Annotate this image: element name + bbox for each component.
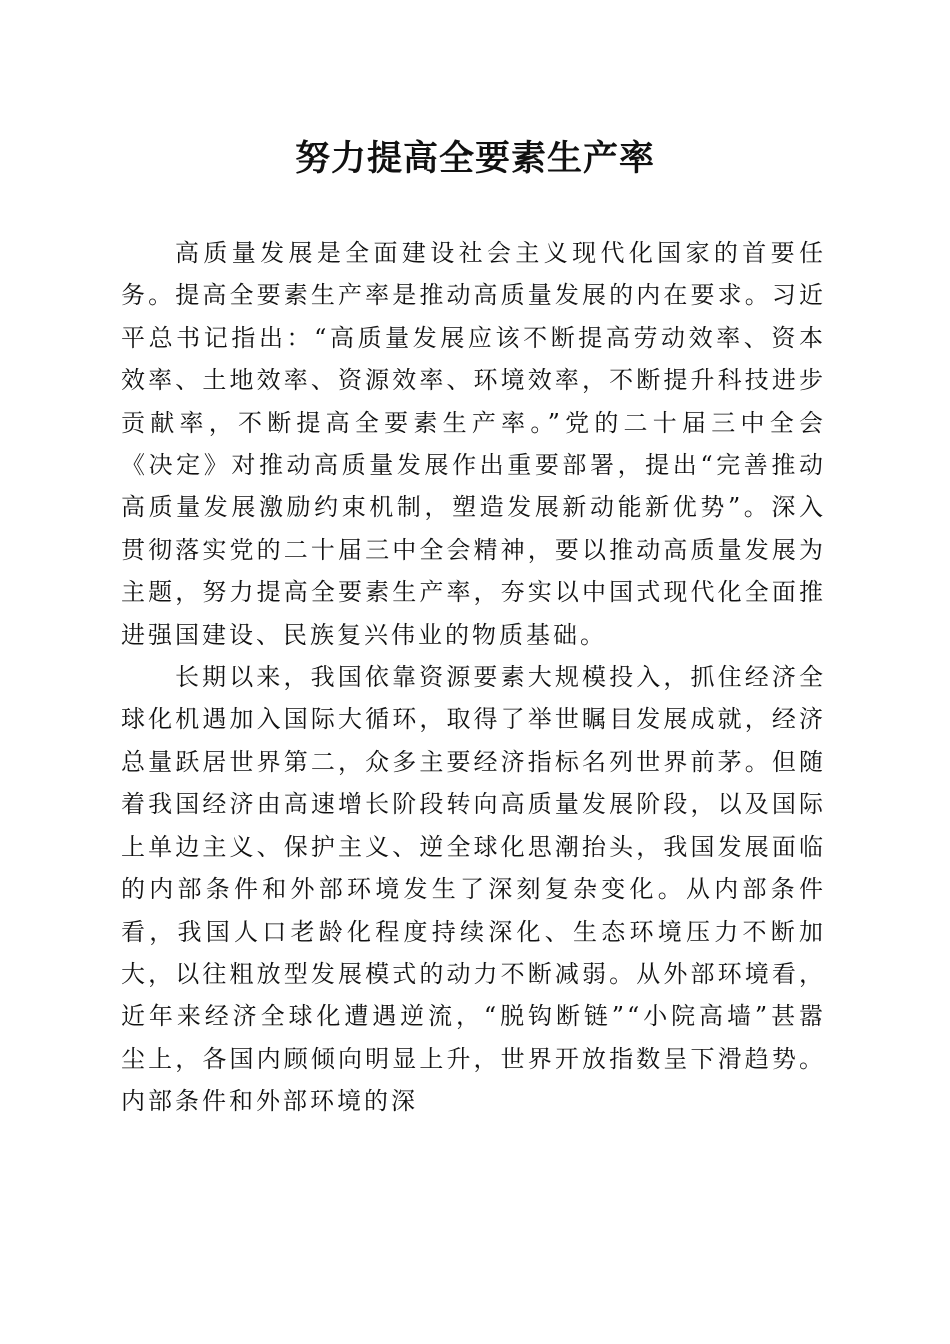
paragraph: 高质量发展是全面建设社会主义现代化国家的首要任务。提高全要素生产率是推动高质量发展的内在要求。习近平总书记指出：“高质量发展应该不断提高劳动效率、资本效率、土地效率、资源效率、环境效率，不断提升科技进步贡献率，不断提高全要素生产率。”党的二十届三中全会《决定》对推动高质量发展作出重要部署，提出“完善推动高质量发展激励约束机制，塑造发展新动能新优势”。深入贯彻落实党的二十届三中全会精神，要以推动高质量发展为主题，努力提高全要素生产率，夯实以中国式现代化全面推进强国建设、民族复兴伟业的物质基础。 — [121, 239, 826, 649]
paragraph: 长期以来，我国依靠资源要素大规模投入，抓住经济全球化机遇加入国际大循环，取得了举世瞩目发展成就，经济总量跃居世界第二，众多主要经济指标名列世界前茅。但随着我国经济由高速增长阶段转向高质量发展阶段，以及国际上单边主义、保护主义、逆全球化思潮抬头，我国发展面临的内部条件和外部环境发生了深刻复杂变化。从内部条件看，我国人口老龄化程度持续深化、生态环境压力不断加大，以往粗放型发展模式的动力不断减弱。从外部环境看，近年来经济全球化遭遇逆流，“脱钩断链”“小院高墙”甚嚣尘上，各国内顾倾向明显上升，世界开放指数呈下滑趋势。内部条件和外部环境的深 — [121, 663, 826, 1116]
document-title: 努力提高全要素生产率 — [294, 138, 655, 179]
document-body — [121, 232, 826, 1123]
